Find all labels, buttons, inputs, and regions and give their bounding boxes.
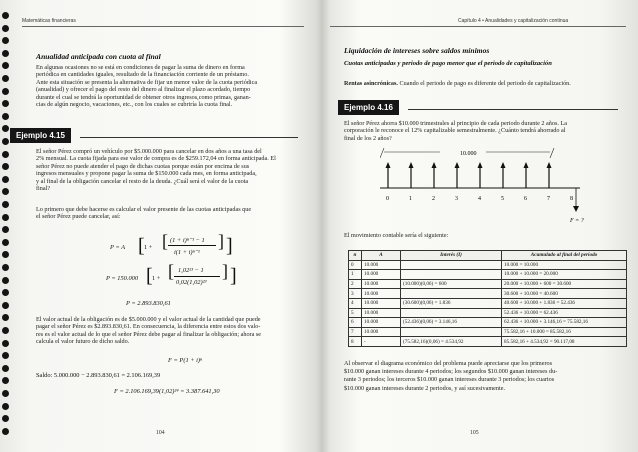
text-line: Lo primero que debe hacerse es calcular el valor presente de las cuotas anticipadas que [36, 206, 252, 213]
period-label: 2 [432, 196, 435, 202]
final-payment-formula: F = 2.106.169,39(1,02)²⁴ = 3.387.641,30 [114, 388, 220, 395]
binding-hole [2, 113, 9, 120]
period-label: 6 [524, 196, 527, 202]
arrow-head [547, 162, 552, 168]
table-cell: 52.436 + 10.000 = 62.436 [502, 308, 627, 318]
table-cell: 10.000 [362, 327, 401, 337]
text-line: $10.000 ganan intereses durante 4 periodos; los segundos $10.000 ganan intereses du- [344, 368, 558, 376]
binding-hole [2, 314, 9, 321]
column-header: n [349, 251, 362, 261]
binding-hole [2, 226, 9, 233]
cash-flow-diagram [380, 148, 600, 228]
table-cell: 10.000 [362, 298, 401, 308]
table-cell: 10.000 [362, 270, 401, 280]
deposit-label: 10.000 [460, 151, 477, 157]
text-line: En algunas ocasiones no se está en condiciones de pagar la suma de dinero en forma [36, 64, 245, 71]
table-row [349, 337, 627, 347]
period-label: 4 [478, 196, 481, 202]
text-line: 2% mensual. La cuota fijada para ese valor de compra es de $259.172,04 en forma anticipada. El [36, 155, 276, 163]
binding-hole [2, 327, 9, 334]
table-cell: 10.000 [362, 318, 401, 328]
example-rule [408, 109, 618, 110]
table-cell: 8 [349, 337, 362, 347]
header-rule [22, 26, 304, 27]
table-cell: 10.000 [362, 260, 401, 270]
table-row [349, 327, 627, 337]
binding-hole [2, 88, 9, 95]
text-line: periódica en cantidades iguales, resultado de la financiación corriente de un préstamo. [36, 71, 249, 79]
text-line: Al observar el diagrama económico del problema puede apreciarse que los primeros [344, 360, 553, 367]
rentas-definition: Rentas asincrónicas. Cuando el periodo de pago es diferente del periodo de capitalización. [344, 80, 571, 87]
binding-hole [2, 163, 9, 170]
table-row [349, 298, 627, 308]
table-row [349, 279, 627, 289]
period-labels [386, 196, 573, 202]
table-row [349, 318, 627, 328]
running-header-right: Capítulo 4 • Anualidades y capitalización continua [458, 18, 569, 24]
table-row [349, 289, 627, 299]
section-heading: Anualidad anticipada con cuota al final [36, 52, 161, 61]
binding-hole [2, 251, 9, 258]
arrow-head [524, 162, 529, 168]
binding-hole [2, 214, 9, 221]
present-value-result: P = 2.893.830,61 [126, 300, 171, 307]
binding-hole [2, 302, 9, 309]
table-cell [401, 327, 502, 337]
binding-hole [2, 37, 9, 44]
balance-formula: Saldo: 5.000.000 − 2.893.830,61 = 2.106.169,39 [36, 372, 161, 379]
table-cell: (52.436)(0,06) = 3.146,16 [401, 318, 502, 328]
table-row [349, 270, 627, 280]
binding-hole [2, 277, 9, 284]
binding-hole [2, 138, 9, 145]
text-line: (anualidad) y ofrecer el pago del resto del dinero al finalizar el plazo acordado, tiempo [36, 86, 251, 94]
running-header-left: Matemáticas financieras [22, 18, 76, 24]
binding-hole [2, 340, 9, 347]
table-cell: 20.000 + 10.000 + 600 = 30.600 [502, 279, 627, 289]
binding-hole [2, 62, 9, 69]
table-cell: 85.582,16 + 4.534,92 = 90.117,08 [502, 337, 627, 347]
table-cell: 40.600 + 10.000 + 1.836 = 52.436 [502, 298, 627, 308]
table-cell: (75.582,16)(0,06) = 4.534,92 [401, 337, 502, 347]
binding-hole [2, 12, 9, 19]
text-line: señor Pérez no puede atender el pago de dichas cuotas porque están por encima de sus [36, 162, 250, 170]
table-cell: 7 [349, 327, 362, 337]
arrow-head [478, 162, 483, 168]
text-line: corporación le reconoce el 12% capitalizable semestralmente. ¿Cuánto tendrá ahorrado al [344, 127, 566, 135]
table-cell: 3 [349, 289, 362, 299]
page-number-left: 104 [156, 430, 165, 436]
text-line: rante 3 periodos; los terceros $10.000 ganan intereses durante 3 periodos; los cuartos [344, 376, 555, 384]
table-cell: 30.600 + 10.000 = 40.600 [502, 289, 627, 299]
header-rule [330, 26, 626, 27]
table-cell: 6 [349, 318, 362, 328]
arrow-head [409, 162, 414, 168]
period-label: 0 [386, 196, 389, 202]
accounting-table [348, 250, 627, 347]
binding-holes [2, 12, 10, 442]
text-line: durante el cual se tendrá la oportunidad de obtener otros ingresos,como primas, ganan- [36, 93, 251, 101]
column-header: Acumulado al final del período [502, 251, 627, 261]
table-cell: 10.000 [362, 308, 401, 318]
binding-hole [2, 239, 9, 246]
period-label: 1 [409, 196, 412, 202]
arrow-head [455, 162, 460, 168]
subheading: Cuotas anticipadas y periodo de pago menor que el periodo de capitalización [344, 60, 552, 67]
column-header: Interés (I) [401, 251, 502, 261]
table-cell [401, 260, 502, 270]
table-cell: (10.000)(0,06) = 600 [401, 279, 502, 289]
future-value-formula: F = P(1 + i)ⁿ [168, 357, 203, 364]
text-line: El señor Pérez compró un vehículo por $5.000.000 para cancelar en dos años a una tasa del [36, 148, 262, 155]
example-label: Ejemplo 4.15 [10, 128, 71, 143]
example-rule [80, 137, 298, 138]
text-line: final de los 2 años? [344, 134, 392, 142]
binding-hole [2, 264, 9, 271]
table-cell [401, 289, 502, 299]
text-line: y al final de la obligación cancelar el resto de la deuda. ¿Cuál será el valor de la cuota [36, 177, 249, 185]
arrow-head [432, 162, 437, 168]
book-spread: Matemáticas financieras Anualidad anticipada con cuota al final En algunas ocasiones no se está en condiciones de pagar la suma de dinero en forma periódica en cantidades iguales, resultado de la financiación corriente de un préstamo. Ante esta situación se presenta la alternativa de fijar un menor valor de la cuota periódica (anualidad) y ofrecer el pago del resto del dinero al finalizar el plazo acordado, tiempo durante el cual se tendrá la oportunidad de obtener otros ingresos,como primas, ganan- cias de algún negocio, vacaciones, etc., con los cuales se cubriría la cuota final. Ejemplo 4.15 El señor Pérez compró un vehículo por $5.000.000 para cancelar en dos años a una tasa del 2% mensual. La cuota fijada para ese valor de compra es de $259.172,04 en forma anticipada. El señor Pérez no puede atender el pago de dichas cuotas porque están por encima de sus ingresos mensuales y propone pagar la suma de $150.000 cada mes, en forma anticipada, y al final de la obligación cancelar el resto de la deuda. ¿Cuál será el valor de la cuota final? Lo primero que debe hacerse es calcular el valor presente de las cuotas anticipadas que el señor Pérez puede cancelar, así: P = A [ 1 + [ (1 + i)ⁿ⁻¹ − 1 i(1 + i)ⁿ⁻¹ ] ] P = 150.000 [ 1 + [ 1,02²³ − 1 0,02(1,02)²³ ] ] P = 2.893.830,61 El valor actual de la obligación es de $5.000.000 y el valor actual de la cantidad que puede pagar el señor Pérez es $2.893.830,61. En consecuencia, la diferencia entre estos dos valo- res es el valor actual de lo que el señor Pérez debe pagar al finalizar la obligación; ahora se calcula el valor futuro de dicho saldo. F = P(1 + i)ⁿ Saldo: 5.000.000 − 2.893.830,61 = 2.106.169,39 F = 2.106.169,39(1,02)²⁴ = 3.387.641,30 104 Capítulo 4 • Anualidades y capitalización continua Liquidación de intereses sobre saldos mínimos Cuotas anticipadas y periodo de pago menor que el periodo de capitalización Rentas asincrónicas. Cuando el periodo de pago es diferente del periodo de capitalización. Ejemplo 4.16 El señor Pérez ahorra $10.000 trimestrales al principio de cada periodo durante 2 años. La corporación le reconoce el 12% capitalizable semestralmente. ¿Cuánto tendrá ahorrado al final de los 2 años? 10.000 0 1 2 3 4 5 6 7 8 F = ? El movimiento contable sería el siguiente: n A Interés (I) Acumulado al final del período 0 10.000 10.000 = 10.000 1 10.000 10.000 + 10.000 = 20.000 2 10.000 (10.000)(0,06) = 600 20.000 + 10.000 + 600 = 30.600 3 10.000 30.600 + 10.000 = 40.600 4 10.000 (30.600)(0,06) = 1.836 40.600 + 10.000 + 1.836 = 52.436 5 10.000 52.436 + 10.000 = 62.436 6 10.000 (52.436)(0,06) = 3.146,16 62.436 + 10.000 + 3.146,16 = 75.582,16 7 10.000 75.582,16 + 10.000 = 85.582,16 8 - (75.582,16)(0,06) = 4.534,92 85.582,16 + 4.534,92 = 90.117,08 Al observar el diagrama económico del problema puede apreciarse que los primeros $10.000 ganan intereses durante 4 periodos; los segundos $10.000 ganan intereses du- rante 3 periodos; los terceros $10.000 ganan intereses durante 3 periodos; los cuartos $10.000 ganan intereses durante 2 periodos, y así sucesivamente. 105 [0, 0, 638, 452]
binding-hole [2, 50, 9, 57]
text-line: cias de algún negocio, vacaciones, etc., con los cuales se cubriría la cuota final. [36, 101, 233, 108]
binding-hole [2, 125, 9, 132]
text-line: pagar el señor Pérez es $2.893.830,61. En consecuencia, la diferencia entre estos dos valo- [36, 323, 261, 331]
table-header-row [349, 251, 627, 261]
binding-hole [2, 390, 9, 397]
binding-hole [2, 352, 9, 359]
table-cell [401, 308, 502, 318]
table-cell: (30.600)(0,06) = 1.836 [401, 298, 502, 308]
text-line: res es el valor actual de lo que el señor Pérez debe pagar al finalizar la obligación; ahora se [36, 330, 262, 338]
text-line: El valor actual de la obligación es de $5.000.000 y el valor actual de la cantidad que puede [36, 316, 261, 323]
text-line: calcula el valor futuro de dicho saldo. [36, 338, 130, 346]
binding-hole [2, 289, 9, 296]
arrow-head [501, 162, 506, 168]
binding-hole [2, 377, 9, 384]
text-line: Ante esta situación se presenta la alternativa de fijar un menor valor de la cuota periódica [36, 78, 258, 86]
text-line: El señor Pérez ahorra $10.000 trimestrales al principio de cada periodo durante 2 años. La [344, 120, 568, 127]
binding-hole [2, 428, 9, 435]
deposit-arrows [386, 162, 552, 188]
period-label: 5 [501, 196, 504, 202]
text-line: $10.000 ganan intereses durante 2 periodos, y así sucesivamente. [344, 384, 506, 392]
binding-hole [2, 75, 9, 82]
table-cell: 10.000 = 10.000 [502, 260, 627, 270]
binding-hole [2, 25, 9, 32]
table-cell: - [362, 337, 401, 347]
binding-hole [2, 403, 9, 410]
binding-hole [2, 365, 9, 372]
table-cell: 10.000 [362, 289, 401, 299]
table-cell: 4 [349, 298, 362, 308]
binding-hole [2, 151, 9, 158]
table-intro: El movimiento contable sería el siguiente: [344, 232, 449, 239]
table-cell: 1 [349, 270, 362, 280]
column-header: A [362, 251, 401, 261]
table-row [349, 308, 627, 318]
period-label: 3 [455, 196, 458, 202]
table-cell: 5 [349, 308, 362, 318]
binding-hole [2, 201, 9, 208]
table-cell: 10.000 [362, 279, 401, 289]
binding-hole [2, 188, 9, 195]
text-line: el señor Pérez puede cancelar, así: [36, 213, 121, 221]
table-cell: 10.000 + 10.000 = 20.000 [502, 270, 627, 280]
table-cell [401, 270, 502, 280]
table-row [349, 260, 627, 270]
example-label: Ejemplo 4.16 [338, 100, 399, 115]
period-label: 7 [547, 196, 550, 202]
table-cell: 62.436 + 10.000 + 3.146,16 = 75.582,16 [502, 318, 627, 328]
period-label: 8 [570, 196, 573, 202]
future-value-label: F = ? [570, 218, 584, 224]
binding-hole [2, 176, 9, 183]
text-line: ingresos mensuales y propone pagar la suma de $150.000 cada mes, en forma anticipada, [36, 170, 257, 178]
arrow-head [386, 162, 391, 168]
page-number-right: 105 [470, 430, 479, 436]
text-line: final? [36, 185, 51, 192]
table-cell: 0 [349, 260, 362, 270]
binding-hole [2, 100, 9, 107]
binding-hole [2, 415, 9, 422]
table-cell: 75.582,16 + 10.000 = 85.582,16 [502, 327, 627, 337]
table-cell: 2 [349, 279, 362, 289]
section-heading: Liquidación de intereses sobre saldos mínimos [344, 46, 490, 55]
